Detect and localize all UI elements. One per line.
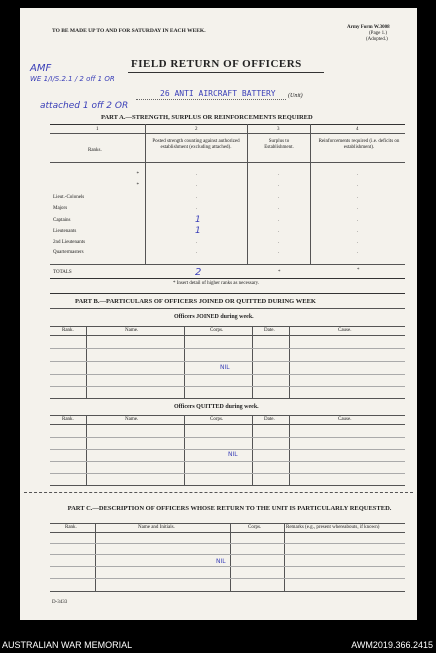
handwritten-attached: attached 1 off 2 OR [40,101,129,111]
col-number-2: 2 [195,127,198,132]
part-a-footnote: * Insert detail of higher ranks as necessary. [173,281,260,286]
rank-row-8: Quartermasters [53,250,84,255]
quitted-col-corps: Corps. [210,417,224,422]
part-b-heading: PART B.—PARTICULARS OF OFFICERS JOINED OR QUITTED DURING WEEK [75,298,316,305]
ranks-header: Ranks. [88,148,102,153]
quitted-title: Officers QUITTED during week. [174,404,259,410]
quitted-col-cause: Cause. [338,417,352,422]
footer-right: AWM2019.366.2415 [351,640,433,650]
handwritten-stamp-line1: AMF [30,63,52,74]
joined-col-rank: Rank. [62,328,74,333]
rank-row-3: Lieut.-Colonels [53,195,85,200]
unit-name: 26 ANTI AIRCRAFT BATTERY [160,89,276,98]
totals-posted: 2 [195,267,202,278]
surplus-header: Surplus to Establishment. [264,139,294,150]
unit-label: (Unit) [288,93,303,99]
joined-col-name: Name. [125,328,139,333]
unit-line [136,99,286,100]
joined-nil: NIL [220,364,230,371]
col-number-4: 4 [356,127,359,132]
part-c-col-rank: Rank. [65,525,77,530]
quitted-col-date: Date. [264,417,275,422]
part-c-col-remarks: Remarks (e.g., present whereabouts, if known) [286,525,380,530]
footer-left: AUSTRALIAN WAR MEMORIAL [2,640,133,650]
rank-row-5: Captains [53,218,71,223]
part-c-col-name: Name and Initials. [138,525,175,530]
col-number-1: 1 [96,127,99,132]
joined-title: Officers JOINED during week. [174,314,254,320]
form-page: (Page 1.) [369,31,388,36]
posted-captains: 1 [195,215,201,225]
rank-row-7: 2nd Lieutenants [53,240,86,245]
rank-row-4: Majors [53,206,68,211]
posted-lieutenants: 1 [195,226,201,236]
rank-row-6: Lieutenants [53,229,77,234]
cut-line [24,492,413,493]
form-sheet: TO BE MADE UP TO AND FOR SATURDAY IN EACH WEEK. Army Form W.3008 (Page 1.) (Adopted.) AMF WE 1/I/S.2.1 / 2 off 1 OR attached 1 off 2 OR FIELD RETURN OF OFFICERS 26 ANTI AIRCRAFT BATTERY (Unit) PART A.—STRENGTH, SURPLUS OR REINFORCEMENTS REQUIRED 1 2 3 4 Ranks. Posted strength counting against authorized establishment (excluding attached). Surplus to Establishment. Reinforcements required (i.e. deficits on establishment). * * Lieut.-Colonels Majors Captains Lieutenants 2nd Lieutenants Quartermasters 1 1 TOTALS 2 * Insert detail of higher ranks as necessary. PART B.—PARTICULARS OF OFFICERS JOINED OR QUITTED DURING WEEK Officers JOINED during week. Rank. Name. Corps. Date. Cause. NIL Officers QUITTED during week. Rank. Name. Corps. Date. Cause. NIL PART C.—DESCRIPTION OF OFFICERS WHOSE RETURN TO THE UNIT IS PARTICULARLY REQUESTED. Rank. Name and Initials. Corps. Remarks (e.g., present whereabouts, if known) NIL D-3433 . . . . . . . . . . . . . . . . . . . . . . * * [20,8,417,620]
joined-col-date: Date. [264,328,275,333]
posted-header: Posted strength counting against authorized establishment (excluding attached). [152,139,240,150]
quitted-col-rank: Rank. [62,417,74,422]
handwritten-stamp-line2: WE 1/I/S.2.1 / 2 off 1 OR [30,75,115,83]
joined-col-cause: Cause. [338,328,352,333]
form-adapted: (Adopted.) [366,37,388,42]
part-a-heading: PART A.—STRENGTH, SURPLUS OR REINFORCEMENTS REQUIRED [101,114,313,121]
rank-row-2: * [136,183,139,188]
part-c-heading: PART C.—DESCRIPTION OF OFFICERS WHOSE RETURN TO THE UNIT IS PARTICULARLY REQUESTED. [67,505,392,512]
col-number-3: 3 [277,127,280,132]
part-c-nil: NIL [216,558,226,565]
header-notice: TO BE MADE UP TO AND FOR SATURDAY IN EACH WEEK. [52,28,206,34]
form-title: FIELD RETURN OF OFFICERS [131,58,302,70]
title-underline [128,72,324,73]
rank-row-1: * [136,172,139,177]
quitted-nil: NIL [228,451,238,458]
joined-col-corps: Corps. [210,328,224,333]
form-number: D-3433 [52,600,68,605]
quitted-col-name: Name. [125,417,139,422]
totals-label: TOTALS [53,270,72,275]
form-code: Army Form W.3008 [347,25,390,30]
part-c-col-corps: Corps. [248,525,262,530]
reinforcements-header: Reinforcements required (i.e. deficits on establishment). [318,139,400,150]
